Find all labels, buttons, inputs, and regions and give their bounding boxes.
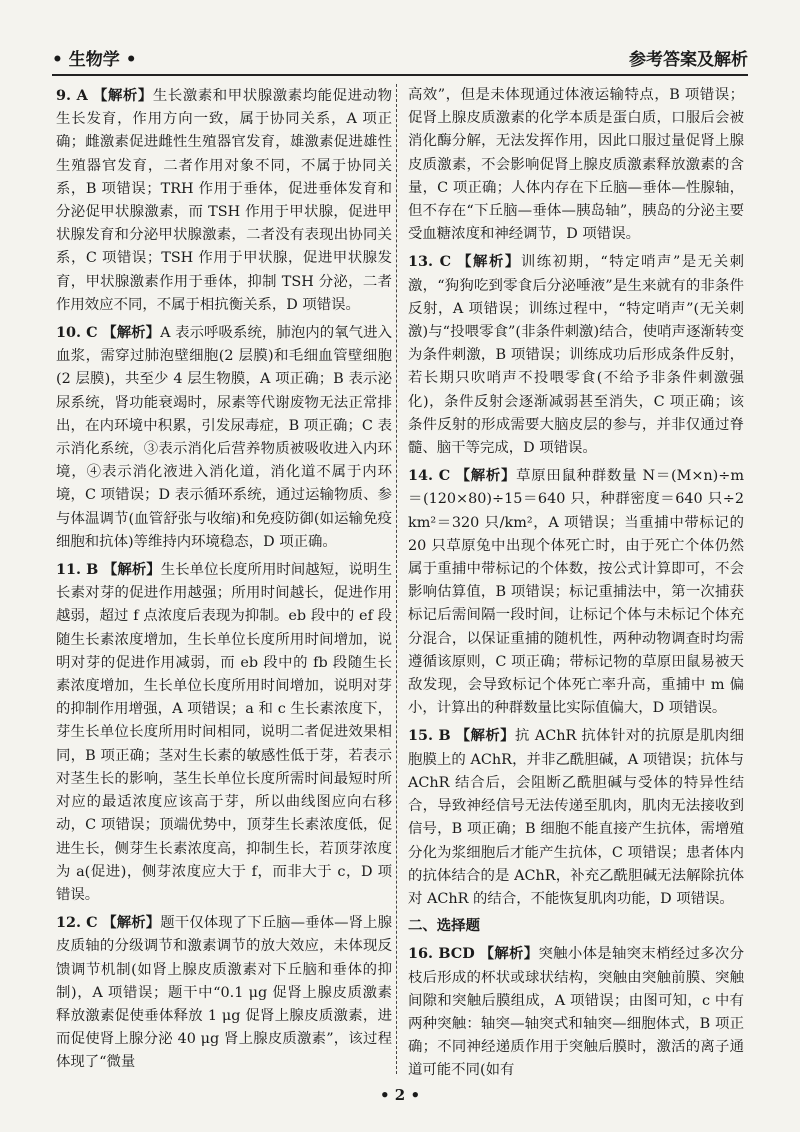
answer-text: 突触小体是轴突末梢经过多次分枝后形成的杯状或球状结构，突触由突触前膜、突触间隙和突触后膜组成，A 项错误；由图可知，c 中有两种突触：轴突—轴突式和轴突—细胞体式，B 项正确；不同神经递质作用于突触后膜时，激活的离子通道可能不同(如有 [408,946,744,1079]
analysis-tag: 【解析】 [102,915,161,932]
answer-item [408,942,744,1082]
analysis-tag: 【解析】 [102,325,161,342]
answer-item [56,911,392,1074]
answer-text: 生长单位长度所用时间越短，说明生长素对芽的促进作用越强；所用时间越长，促进作用越弱，超过 f 点浓度后表现为抑制。eb 段中的 ef 段随生长素浓度增加，生长单位长度所用时间增加，说明对芽的促进作用减弱，而 eb 段中的 fb 段随生长素浓度增加，生长单位长度所用时间增加，说明对芽的抑制作用增强，A 项错误；a 和 c 生长素浓度下，芽生长单位长度所用时间相同，说明二者促进效果相同，B 项正确；茎对生长素的敏感性低于芽，若表示对茎生长的影响，茎生长单位长度所需时间最短时所对应的最适浓度应该高于芽，所以曲线图应向右移动，C 项错误；顶端优势中，顶芽生长素浓度低，促进生长，侧芽生长素浓度高，抑制生长，若顶芽浓度为 a(促进)，侧芽浓度应大于 f，而非大于 c，D 项错误。 [56,562,392,903]
analysis-tag: 【解析】 [102,562,161,579]
answer-item [56,321,392,554]
section-heading: 二、选择题 [408,918,480,935]
subject-title: • 生物学 • [52,50,137,70]
answer-number: 14. C [408,467,451,485]
answer-text: A 表示呼吸系统，肺泡内的氧气进入血浆，需穿过肺泡壁细胞(2 层膜)和毛细血管壁细胞(2 层膜)，共至少 4 层生物膜，A 项正确；B 表示泌尿系统，肾功能衰竭时，尿素等代谢废物无法正常排出，在内环境中积累，引发尿毒症，B 项正确；C 表示消化系统，③表示消化后营养物质被吸收进入内环境，④表示消化液进入消化道，消化道不属于内环境，C 项错误；D 表示循环系统，通过运输物质、参与体温调节(血管舒张与收缩)和免疫防御(如运输免疫细胞和抗体)等维持内环境稳态，D 项正确。 [56,325,393,550]
page-header [52,44,748,76]
column-divider [396,84,397,1074]
analysis-tag: 【解析】 [455,468,517,485]
answer-number: 10. C [56,324,98,342]
answer-number: 13. C [408,253,452,271]
answer-number: 11. B [56,561,99,579]
answer-item [408,724,744,911]
analysis-tag: 【解析】 [479,946,539,963]
answer-text: 训练初期，“特定哨声”是无关刺激，“狗狗吃到零食后分泌唾液”是生来就有的非条件反射，A 项错误；训练过程中，“特定哨声”(无关刺激)与“投喂零食”(非条件刺激)结合，使哨声逐渐转变为条件刺激，B 项错误；训练成功后形成条件反射，若长期只吹哨声不投喂零食(不给予非条件刺激强化)，条件反射会逐渐减弱甚至消失，C 项正确；该条件反射的形成需要大脑皮层的参与，并非仅通过脊髓、脑干等完成，D 项错误。 [408,254,745,457]
answer-number: 9. A [56,87,88,104]
answer-item [408,250,744,460]
page-number: • 2 • [379,1086,421,1104]
answer-item [408,464,744,720]
analysis-tag: 【解析】 [457,254,521,271]
answer-number: 16. BCD [408,945,475,963]
section-title-header: 参考答案及解析 [629,50,748,70]
analysis-tag: 【解析】 [455,728,515,745]
left-column [56,84,392,1079]
answer-text: 抗 AChR 抗体针对的抗原是肌肉细胞膜上的 AChR，并非乙酰胆碱，A 项错误；抗体与 AChR 结合后，会阻断乙酰胆碱与受体的特异性结合，导致神经信号无法传递至肌肉，肌肉无法接收到信号，B 项正确；B 细胞不能直接产生抗体，需增殖分化为浆细胞后才能产生抗体，C 项错误；患者体内的抗体结合的是 AChR，补充乙酰胆碱无法解除抗体对 AChR 的结合，不能恢复肌肉功能，D 项错误。 [408,728,744,907]
answer-text: 草原田鼠种群数量 N＝(M×n)÷m＝(120×80)÷15＝640 只，种群密度＝640 只÷2 km²＝320 只/km²，A 项错误；当重捕中带标记的 20 只草原兔中出现个体死亡时，由于死亡个体仍然属于重捕中带标记的个体数，按公式计算即可，不会影响估算值，B 项错误；标记重捕法中，第一次捕获标记后需间隔一段时间，让标记个体与未标记个体充分混合，以保证重捕的随机性，两种动物调查时均需遵循该原则，C 项正确；带标记物的草原田鼠易被天敌发现，会导致标记个体死亡率升高，重捕中 m 偏小，计算出的种群数量比实际值偏大，D 项错误。 [408,468,744,717]
answer-item [56,558,392,907]
analysis-tag: 【解析】 [92,88,153,104]
answer-text: 高效”，但是未体现通过体液运输特点，B 项错误；促肾上腺皮质激素的化学本质是蛋白质，口服后会被消化酶分解，无法发挥作用，因此口服过量促肾上腺皮质激素，不会影响促肾上腺皮质激素释放激素的含量，C 项正确；人体内存在下丘脑—垂体—性腺轴，但不存在“下丘脑—垂体—胰岛轴”，胰岛的分泌主要受血糖浓度和神经调节，D 项错误。 [408,87,744,243]
answer-text: 题干仅体现了下丘脑—垂体—肾上腺皮质轴的分级调节和激素调节的放大效应，未体现反馈调节机制(如肾上腺皮质激素对下丘脑和垂体的抑制)，A 项错误；题干中“0.1 μg 促肾上腺皮质激素释放激素促使垂体释放 1 μg 促肾上腺皮质激素，进而促使肾上腺分泌 40 μg 肾上腺皮质激素”，该过程体现了“微量 [56,915,393,1071]
answer-number: 12. C [56,914,98,932]
answer-text: 生长激素和甲状腺激素均能促进动物生长发育，作用方向一致，属于协同关系，A 项正确；雌激素促进雌性生殖器官发育，雄激素促进雄性生殖器官发育，二者作用对象不同，不属于协同关系，B 项错误；TRH 作用于垂体，促进垂体发育和分泌促甲状腺激素，而 TSH 作用于甲状腺，促进甲状腺发育和分泌甲状腺激素，二者没有表现出协同关系，C 项错误；TSH 作用于甲状腺，促进甲状腺发育，甲状腺激素作用于垂体，抑制 TSH 分泌，二者作用效应不同，不属于相抗衡关系，D 项错误。 [56,88,392,313]
answer-item-continued [408,84,744,246]
answer-number: 15. B [408,727,451,745]
right-column [408,84,744,1087]
answer-item [56,84,392,317]
